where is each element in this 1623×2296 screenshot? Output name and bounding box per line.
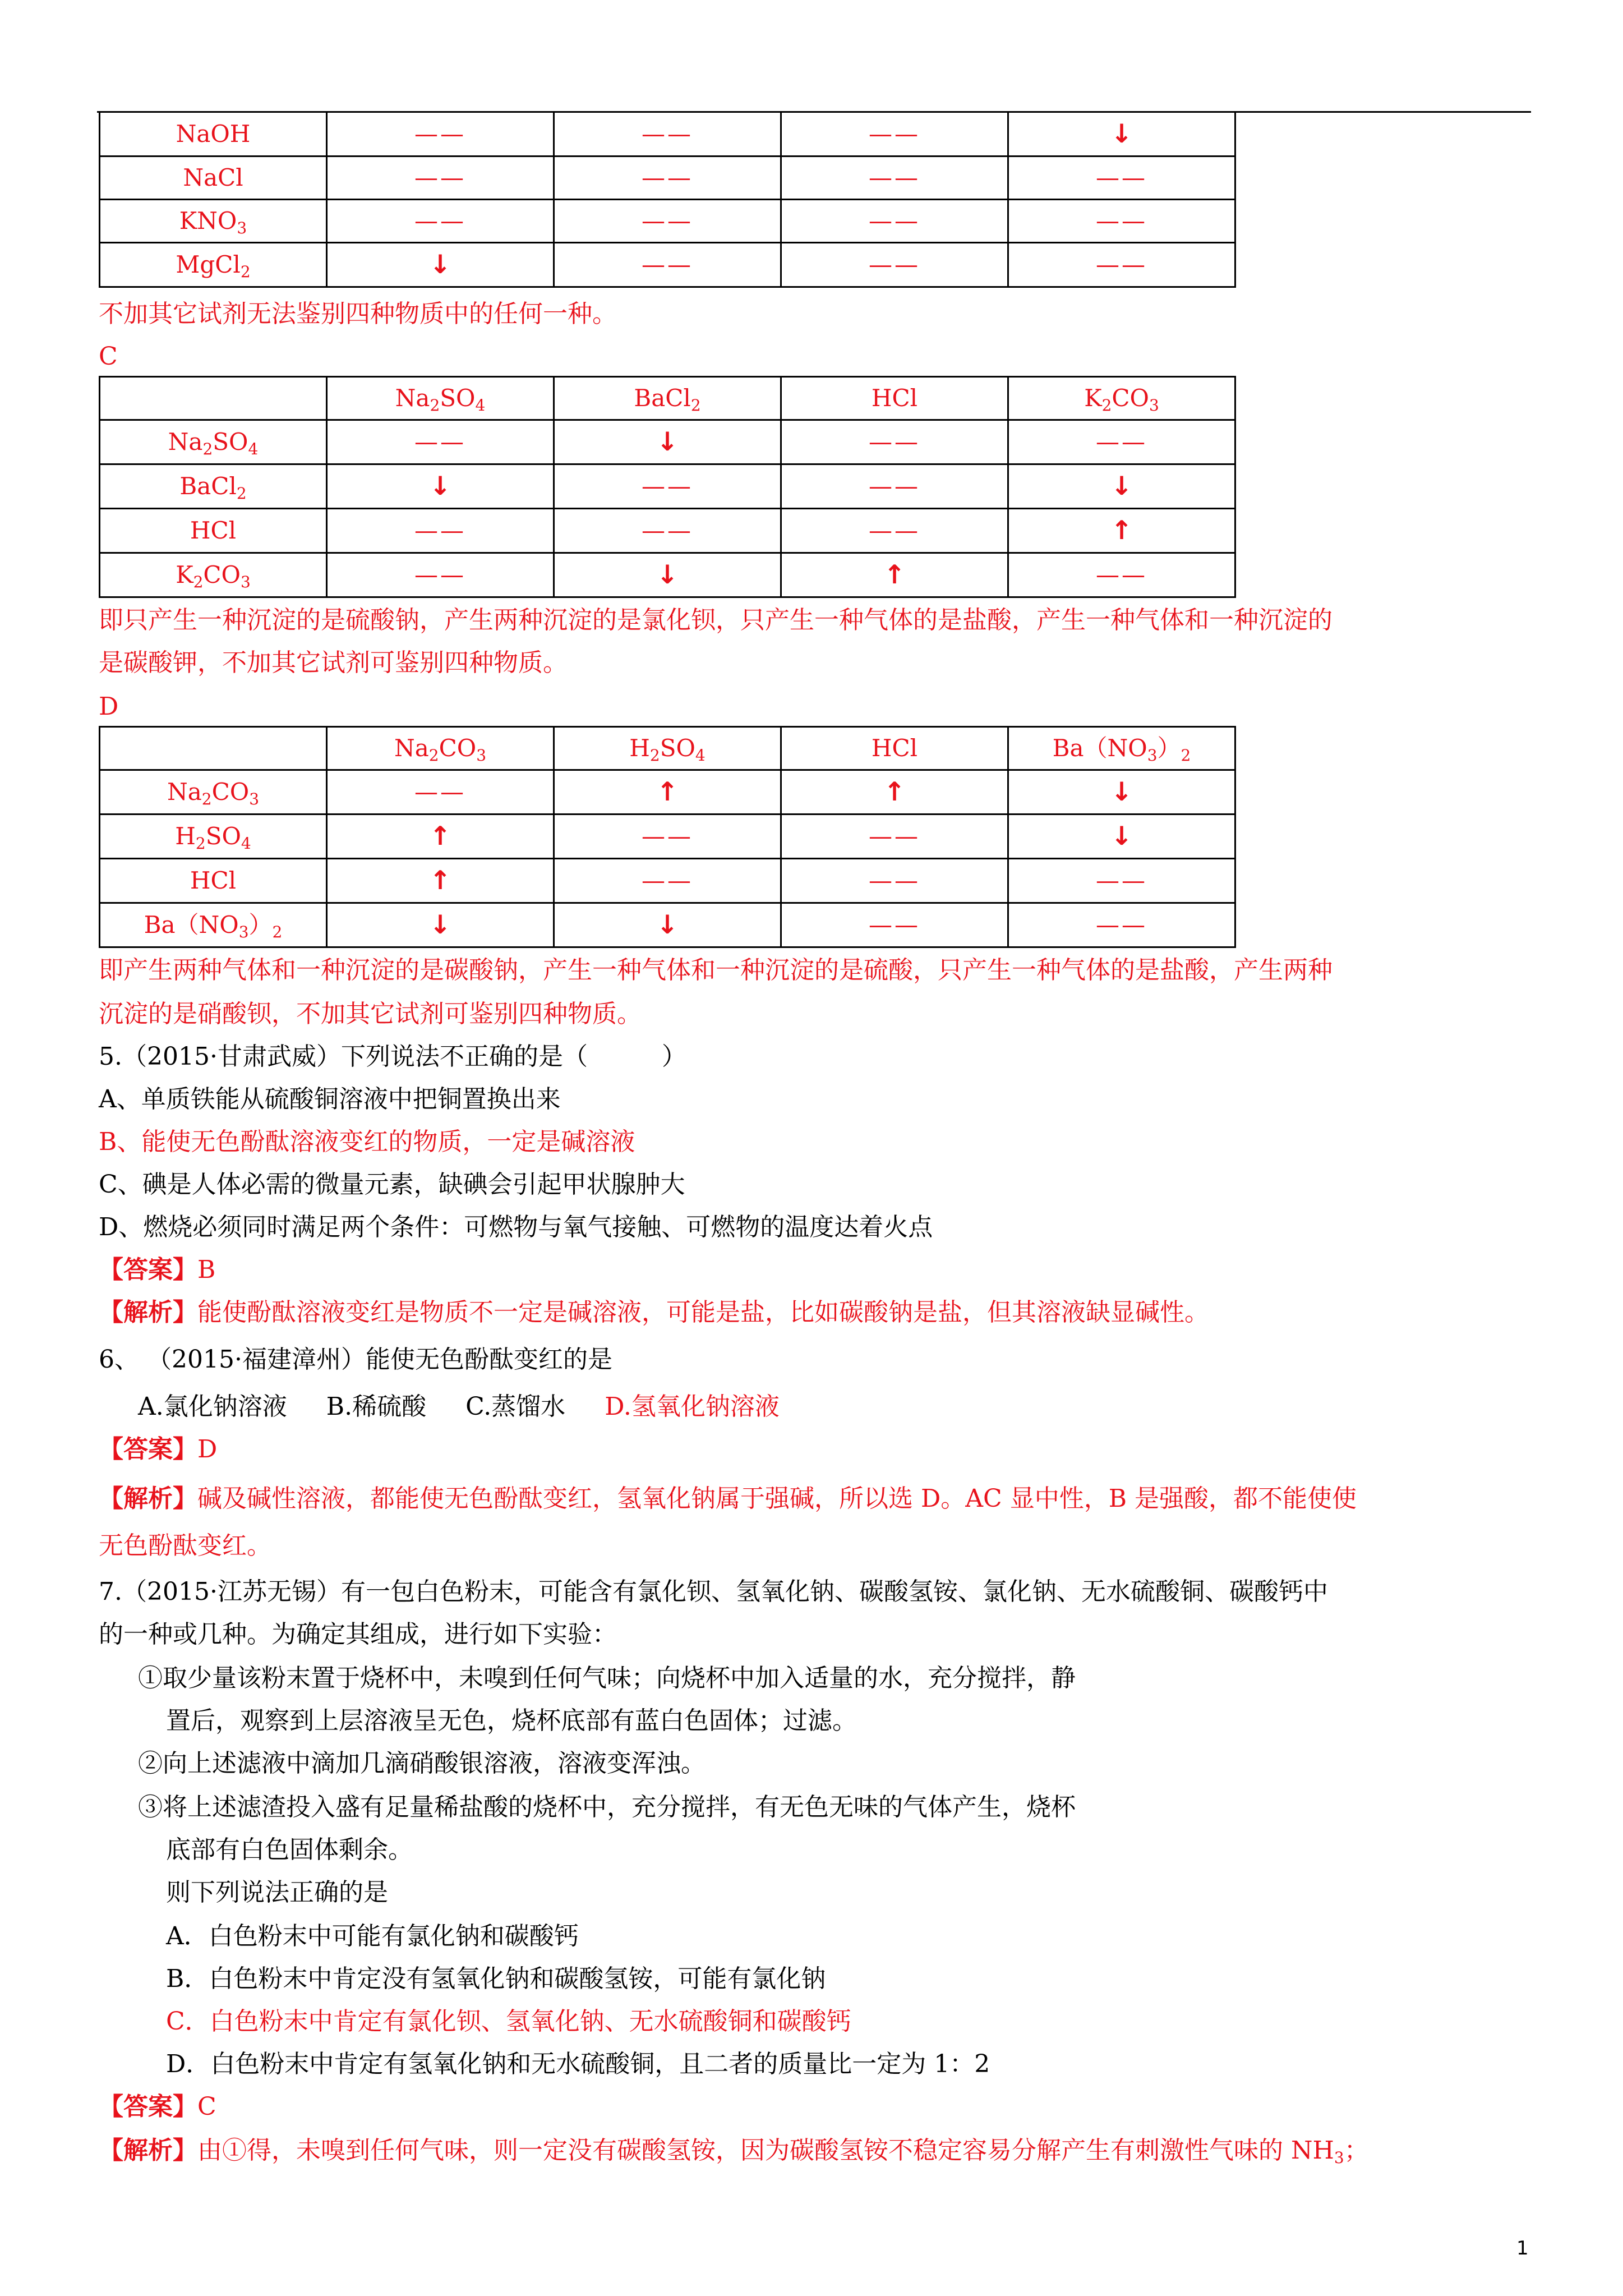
column-header-formula: $H_2SO_4$ bbox=[629, 734, 706, 765]
row-header-formula: $H_2SO_4$ bbox=[175, 822, 251, 853]
row-header bbox=[100, 243, 327, 287]
column-header bbox=[1008, 727, 1235, 770]
column-header bbox=[781, 377, 1008, 420]
no-reaction-dash: —— bbox=[414, 164, 466, 191]
table-cell bbox=[327, 553, 554, 597]
row-header-formula: $Na_2SO_4$ bbox=[168, 428, 259, 458]
precipitate-arrow-icon: ↓ bbox=[429, 909, 451, 940]
no-reaction-dash: —— bbox=[642, 517, 693, 544]
table-cell bbox=[1008, 157, 1235, 200]
table-cell bbox=[1008, 420, 1235, 464]
no-reaction-dash: —— bbox=[642, 120, 693, 148]
table-cell bbox=[554, 509, 781, 553]
precipitate-arrow-icon: ↓ bbox=[656, 909, 679, 940]
table-corner-cell bbox=[100, 377, 327, 420]
table-cell bbox=[781, 859, 1008, 903]
no-reaction-dash: —— bbox=[414, 207, 466, 234]
table-cell bbox=[1008, 859, 1235, 903]
table-row bbox=[100, 420, 1235, 464]
column-header-formula: $Na_2SO_4$ bbox=[395, 384, 486, 415]
no-reaction-dash: —— bbox=[869, 822, 920, 850]
q5-answer bbox=[99, 1249, 1534, 1291]
no-reaction-dash: —— bbox=[642, 207, 693, 234]
option-d-label: D bbox=[99, 692, 119, 721]
table-header-row bbox=[100, 727, 1235, 770]
q6-option-a: A.氯化钠溶液 bbox=[138, 1392, 287, 1421]
no-reaction-dash: —— bbox=[414, 778, 466, 806]
no-reaction-dash: —— bbox=[869, 472, 920, 500]
table-cell bbox=[327, 112, 554, 157]
q5-option-d: D、燃烧必须同时满足两个条件：可燃物与氧气接触、可燃物的温度达着火点 bbox=[99, 1213, 933, 1241]
table-cell bbox=[781, 200, 1008, 243]
table-row bbox=[100, 553, 1235, 597]
no-reaction-dash: —— bbox=[414, 517, 466, 544]
table-cell bbox=[327, 464, 554, 509]
table-cell bbox=[327, 770, 554, 815]
table-cell bbox=[781, 903, 1008, 947]
row-header-formula: MgCl$_2$ bbox=[176, 251, 251, 281]
table-cell bbox=[554, 815, 781, 859]
table-cell bbox=[327, 420, 554, 464]
table-row bbox=[100, 815, 1235, 859]
q7-step3-line1: ③将上述滤渣投入盛有足量稀盐酸的烧杯中，充分搅拌，有无色无味的气体产生，烧杯 bbox=[138, 1793, 1076, 1821]
q7-step3-line2: 底部有白色固体剩余。 bbox=[166, 1835, 413, 1864]
row-header bbox=[100, 464, 327, 509]
row-header bbox=[100, 553, 327, 597]
precipitate-arrow-icon: ↓ bbox=[429, 249, 451, 279]
row-header bbox=[100, 200, 327, 243]
q7-analysis bbox=[99, 2129, 1534, 2172]
column-header bbox=[781, 727, 1008, 770]
table-cell bbox=[1008, 112, 1235, 157]
no-reaction-dash: —— bbox=[1096, 251, 1147, 278]
answer-tag: 【答案】 bbox=[99, 1255, 197, 1284]
answer-tag: 【答案】 bbox=[99, 1435, 197, 1464]
no-reaction-dash: —— bbox=[869, 120, 920, 148]
q7-stem-line2: 的一种或几种。为确定其组成，进行如下实验： bbox=[99, 1620, 617, 1649]
table-row bbox=[100, 112, 1235, 157]
row-header bbox=[100, 903, 327, 947]
analysis-text: 碱及碱性溶液，都能使无色酚酞变红，氢氧化钠属于强碱，所以选 D。AC 显中性，B 是强酸，都不能使使 bbox=[197, 1484, 1357, 1513]
row-header-formula: $K_2CO_3$ bbox=[176, 561, 251, 591]
q5-stem: 5.（2015·甘肃武威）下列说法不正确的是（ ） bbox=[99, 1042, 686, 1071]
gas-arrow-icon: ↑ bbox=[656, 776, 679, 807]
table-row bbox=[100, 243, 1235, 287]
row-header-formula: HCl bbox=[190, 867, 237, 894]
precipitate-arrow-icon: ↓ bbox=[656, 559, 679, 590]
table-cell bbox=[1008, 770, 1235, 815]
row-header bbox=[100, 112, 327, 157]
q7-option-a: A．白色粉末中可能有氯化钠和碳酸钙 bbox=[166, 1922, 579, 1950]
note-c-line1: 即只产生一种沉淀的是硫酸钠，产生两种沉淀的是氯化钡，只产生一种气体的是盐酸，产生一种气体和一种沉淀的 bbox=[99, 606, 1332, 634]
row-header bbox=[100, 509, 327, 553]
q5-analysis bbox=[99, 1291, 1534, 1334]
row-header-formula: NaCl bbox=[183, 164, 243, 191]
column-header bbox=[1008, 377, 1235, 420]
gas-arrow-icon: ↑ bbox=[429, 865, 451, 895]
analysis-tag: 【解析】 bbox=[99, 2136, 197, 2165]
no-reaction-dash: —— bbox=[1096, 867, 1147, 894]
table-cell bbox=[1008, 903, 1235, 947]
row-header-formula: NaOH bbox=[176, 120, 251, 148]
table-cell bbox=[554, 770, 781, 815]
q7-step1-line2: 置后，观察到上层溶液呈无色，烧杯底部有蓝白色固体；过滤。 bbox=[166, 1706, 857, 1735]
no-reaction-dash: —— bbox=[869, 207, 920, 234]
table-cell bbox=[1008, 509, 1235, 553]
option-c-label: C bbox=[99, 342, 118, 371]
no-reaction-dash: —— bbox=[414, 428, 466, 455]
table-cell bbox=[554, 112, 781, 157]
analysis-tag: 【解析】 bbox=[99, 1484, 197, 1513]
column-header bbox=[554, 727, 781, 770]
column-header bbox=[327, 377, 554, 420]
no-reaction-dash: —— bbox=[869, 428, 920, 455]
q5-option-c: C、碘是人体必需的微量元素，缺碘会引起甲状腺肿大 bbox=[99, 1170, 685, 1199]
table-cell bbox=[554, 464, 781, 509]
note-b: 不加其它试剂无法鉴别四种物质中的任何一种。 bbox=[99, 300, 617, 328]
table-cell bbox=[327, 859, 554, 903]
table-cell bbox=[554, 420, 781, 464]
table-cell bbox=[327, 815, 554, 859]
table-cell bbox=[327, 243, 554, 287]
no-reaction-dash: —— bbox=[642, 867, 693, 894]
q6-option-b: B.稀硫酸 bbox=[326, 1392, 427, 1421]
precipitate-arrow-icon: ↓ bbox=[429, 471, 451, 501]
q5-option-b: B、能使无色酚酞溶液变红的物质，一定是碱溶液 bbox=[99, 1128, 635, 1156]
table-corner-cell bbox=[100, 727, 327, 770]
gas-arrow-icon: ↑ bbox=[429, 821, 451, 851]
table-cell bbox=[781, 815, 1008, 859]
precipitate-arrow-icon: ↓ bbox=[1110, 471, 1133, 501]
column-header-formula: $Ba(NO_3)_2$ bbox=[1052, 734, 1191, 765]
precipitate-arrow-icon: ↓ bbox=[656, 426, 679, 457]
note-c-line2: 是碳酸钾，不加其它试剂可鉴别四种物质。 bbox=[99, 648, 568, 677]
analysis-tag: 【解析】 bbox=[99, 1298, 197, 1327]
column-header bbox=[327, 727, 554, 770]
q7-stem-line1: 7.（2015·江苏无锡）有一包白色粉末，可能含有氯化钡、氢氧化钠、碳酸氢铵、氯化钠、无水硫酸铜、碳酸钙中 bbox=[99, 1577, 1328, 1606]
gas-arrow-icon: ↑ bbox=[883, 776, 906, 807]
q6-options bbox=[99, 1386, 1574, 1428]
answer-value: B bbox=[197, 1255, 216, 1284]
no-reaction-dash: —— bbox=[1096, 207, 1147, 234]
table-row bbox=[100, 903, 1235, 947]
q7-ask: 则下列说法正确的是 bbox=[166, 1878, 388, 1907]
table-cell bbox=[327, 509, 554, 553]
q7-option-c: C．白色粉末中肯定有氯化钡、氢氧化钠、无水硫酸铜和碳酸钙 bbox=[166, 2007, 851, 2036]
answer-tag: 【答案】 bbox=[99, 2092, 197, 2121]
no-reaction-dash: —— bbox=[642, 251, 693, 278]
column-header-formula: HCl bbox=[871, 734, 918, 762]
q7-step2: ②向上述滤液中滴加几滴硝酸银溶液，溶液变浑浊。 bbox=[138, 1749, 706, 1778]
row-header bbox=[100, 815, 327, 859]
column-header-formula: $Na_2CO_3$ bbox=[394, 734, 487, 765]
row-header bbox=[100, 770, 327, 815]
table-cell bbox=[1008, 200, 1235, 243]
table-row bbox=[100, 509, 1235, 553]
no-reaction-dash: —— bbox=[642, 822, 693, 850]
row-header-formula: $Na_2CO_3$ bbox=[167, 778, 260, 808]
no-reaction-dash: —— bbox=[869, 164, 920, 191]
reaction-table-b bbox=[99, 111, 1236, 288]
table-cell bbox=[554, 859, 781, 903]
table-cell bbox=[327, 903, 554, 947]
table-cell bbox=[781, 243, 1008, 287]
table-cell bbox=[1008, 243, 1235, 287]
q6-answer bbox=[99, 1428, 1534, 1471]
table-cell bbox=[1008, 815, 1235, 859]
no-reaction-dash: —— bbox=[1096, 561, 1147, 588]
no-reaction-dash: —— bbox=[414, 561, 466, 588]
precipitate-arrow-icon: ↓ bbox=[1110, 821, 1133, 851]
column-header-formula: HCl bbox=[871, 384, 918, 412]
no-reaction-dash: —— bbox=[1096, 164, 1147, 191]
q5-option-a: A、单质铁能从硫酸铜溶液中把铜置换出来 bbox=[99, 1085, 561, 1114]
gas-arrow-icon: ↑ bbox=[883, 559, 906, 590]
analysis-text: 由①得，未嗅到任何气味，则一定没有碳酸氢铵，因为碳酸氢铵不稳定容易分解产生有刺激性气味的 NH bbox=[197, 2136, 1334, 2165]
no-reaction-dash: —— bbox=[1096, 911, 1147, 938]
no-reaction-dash: —— bbox=[869, 251, 920, 278]
table-row bbox=[100, 770, 1235, 815]
table-cell bbox=[554, 553, 781, 597]
reaction-table-d bbox=[99, 726, 1236, 948]
table-cell bbox=[781, 420, 1008, 464]
table-header-row bbox=[100, 377, 1235, 420]
note-d-line2: 沉淀的是硝酸钡，不加其它试剂可鉴别四种物质。 bbox=[99, 1000, 642, 1028]
table-cell bbox=[327, 200, 554, 243]
no-reaction-dash: —— bbox=[414, 120, 466, 148]
table-cell bbox=[554, 903, 781, 947]
answer-value: C bbox=[197, 2092, 216, 2121]
no-reaction-dash: —— bbox=[869, 867, 920, 894]
q7-step1-line1: ①取少量该粉末置于烧杯中，未嗅到任何气味；向烧杯中加入适量的水，充分搅拌，静 bbox=[138, 1664, 1076, 1692]
q6-analysis-line1 bbox=[99, 1478, 1534, 1520]
analysis-subscript: 3 bbox=[1334, 2148, 1344, 2167]
table-cell bbox=[554, 200, 781, 243]
table-cell bbox=[554, 157, 781, 200]
precipitate-arrow-icon: ↓ bbox=[1110, 776, 1133, 807]
row-header-formula: $KNO_3$ bbox=[179, 207, 247, 237]
table-row bbox=[100, 200, 1235, 243]
q7-option-d: D．白色粉末中肯定有氢氧化钠和无水硫酸铜，且二者的质量比一定为 1：2 bbox=[166, 2050, 990, 2078]
table-cell bbox=[554, 243, 781, 287]
table-cell bbox=[781, 112, 1008, 157]
no-reaction-dash: —— bbox=[642, 164, 693, 191]
row-header-formula: HCl bbox=[190, 517, 237, 544]
table-row bbox=[100, 859, 1235, 903]
q7-option-b: B．白色粉末中肯定没有氢氧化钠和碳酸氢铵，可能有氯化钠 bbox=[166, 1964, 826, 1993]
row-header bbox=[100, 420, 327, 464]
table-cell bbox=[1008, 553, 1235, 597]
q6-analysis-line2: 无色酚酞变红。 bbox=[99, 1531, 271, 1560]
row-header-formula: BaCl$_2$ bbox=[179, 472, 247, 503]
no-reaction-dash: —— bbox=[869, 517, 920, 544]
table-cell bbox=[781, 770, 1008, 815]
q7-answer bbox=[99, 2086, 1534, 2128]
precipitate-arrow-icon: ↓ bbox=[1110, 118, 1133, 149]
table-cell bbox=[781, 157, 1008, 200]
analysis-tail: ； bbox=[1344, 2136, 1369, 2165]
table-row bbox=[100, 157, 1235, 200]
gas-arrow-icon: ↑ bbox=[1110, 515, 1133, 545]
no-reaction-dash: —— bbox=[642, 472, 693, 500]
column-header-formula: BaCl$_2$ bbox=[634, 384, 701, 415]
row-header bbox=[100, 157, 327, 200]
table-cell bbox=[1008, 464, 1235, 509]
table-cell bbox=[781, 553, 1008, 597]
answer-value: D bbox=[197, 1435, 218, 1464]
reaction-table-c bbox=[99, 376, 1236, 598]
row-header-formula: $Ba(NO_3)_2$ bbox=[144, 911, 283, 941]
no-reaction-dash: —— bbox=[1096, 428, 1147, 455]
table-row bbox=[100, 464, 1235, 509]
q6-stem: 6、 （2015·福建漳州）能使无色酚酞变红的是 bbox=[99, 1345, 612, 1374]
q6-option-c: C.蒸馏水 bbox=[465, 1392, 566, 1421]
q6-option-d: D.氢氧化钠溶液 bbox=[605, 1392, 780, 1421]
row-header bbox=[100, 859, 327, 903]
no-reaction-dash: —— bbox=[869, 911, 920, 938]
table-cell bbox=[781, 509, 1008, 553]
table-cell bbox=[327, 157, 554, 200]
analysis-text: 能使酚酞溶液变红是物质不一定是碱溶液，可能是盐，比如碳酸钠是盐，但其溶液缺显碱性。 bbox=[197, 1298, 1209, 1327]
table-cell bbox=[781, 464, 1008, 509]
note-d-line1: 即产生两种气体和一种沉淀的是碳酸钠，产生一种气体和一种沉淀的是硫酸，只产生一种气体的是盐酸，产生两种 bbox=[99, 956, 1332, 984]
column-header-formula: $K_2CO_3$ bbox=[1084, 384, 1159, 415]
column-header bbox=[554, 377, 781, 420]
page-number: 1 bbox=[1516, 2237, 1529, 2260]
